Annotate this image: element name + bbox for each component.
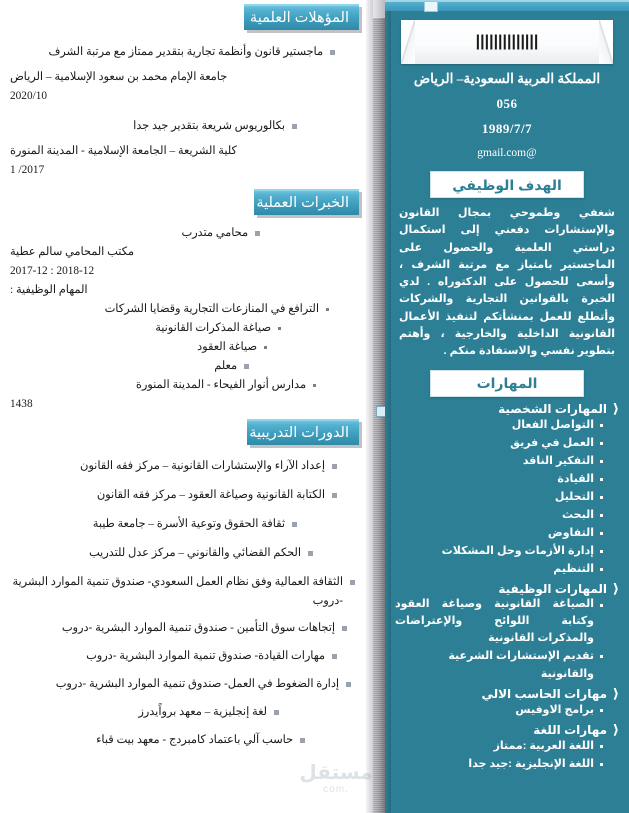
skill-label: التحليل <box>554 490 594 503</box>
skill-item <box>395 452 619 470</box>
skill-label: التفاوض <box>547 526 594 539</box>
experience-detail: مدارس أنوار الفيحاء - المدينة المنورة <box>135 379 306 391</box>
dot-bullet-icon <box>600 424 603 427</box>
skill-label: القيادة <box>557 472 594 485</box>
dot-bullet-icon <box>278 327 281 330</box>
course-item: لغة إنجليزية – معهد برواًيدرز <box>138 706 267 718</box>
skill-item <box>395 434 619 452</box>
square-bullet-icon <box>292 522 297 527</box>
list-item <box>10 486 359 505</box>
objective-text: شغفي وطموحي بمجال القانون والإستشارات دفعني إلى استكمال دراستي العلمية والحصول على الماجستير بامتياز مع مرتبة الشرف ، وأسعى للحصول على الدكتوراه . لدي الخبرة بالقوانين التجارية والشركات وأتطلع للعمل بمنشأتكم لتنفيذ الأعمال القانونية الداخلية والخارجية ، وأهتم بتطوير نفسي والاستفادة منكم . <box>399 207 615 358</box>
dot-bullet-icon <box>264 346 267 349</box>
square-bullet-icon <box>244 364 249 369</box>
course-item: إدارة الضغوط في العمل- صندوق تنمية الموارد البشرية -دروب <box>55 678 339 690</box>
contact-email: @gmail.com <box>477 147 537 159</box>
section-banner-experience <box>254 189 359 215</box>
square-bullet-icon <box>292 124 297 129</box>
skill-item <box>395 737 619 755</box>
dot-bullet-icon <box>600 532 603 535</box>
dot-bullet-icon <box>600 709 603 712</box>
list-item <box>10 515 359 534</box>
objective-title: الهدف الوظيفي <box>452 176 562 193</box>
course-item: الحكم القضائي والقانوني – مركز عدل للتدريب <box>88 547 301 559</box>
experience-duties-label: المهام الوظيفية : <box>10 284 88 296</box>
square-bullet-icon <box>342 626 347 631</box>
square-bullet-icon <box>274 710 279 715</box>
experience-dates: 2018-12 : 2017-12 <box>10 265 95 277</box>
dot-bullet-icon <box>600 745 603 748</box>
list-item <box>10 357 359 376</box>
list-item <box>10 544 359 563</box>
skill-group-label: المهارات الشخصية <box>498 401 608 416</box>
section-banner-training <box>247 419 359 445</box>
skill-item <box>395 524 619 542</box>
experience-duty: صياغة العقود <box>197 341 257 353</box>
dot-bullet-icon <box>600 442 603 445</box>
dot-bullet-icon <box>600 460 603 463</box>
name-plate <box>401 20 613 64</box>
contact-birthdate: 1989/7/7 <box>481 121 533 136</box>
skill-label: تقديم الإستشارات الشرعية والقانونية <box>448 649 594 680</box>
list-item <box>10 703 359 722</box>
list-item <box>10 224 359 243</box>
section-banner-label: الخبرات العملية <box>256 194 349 211</box>
chevron-left-icon: ⟨ <box>612 722 620 738</box>
qualification-title: بكالوريوس شريعة بتقدير جيد جدا <box>133 120 285 132</box>
square-bullet-icon <box>332 654 337 659</box>
skill-item <box>395 488 619 506</box>
skill-label: العمل في فريق <box>510 436 594 449</box>
page-edge-shadow <box>366 0 373 813</box>
list-item <box>10 376 359 395</box>
dot-bullet-icon <box>600 478 603 481</box>
skill-label: التفكير الناقد <box>522 454 594 467</box>
skills-title-box <box>430 370 584 397</box>
qualification-year: 2017/ 1 <box>10 164 45 176</box>
experience-year: 1438 <box>10 398 33 410</box>
horizontal-scrollbar-thumb[interactable] <box>424 1 438 12</box>
list-item <box>10 338 359 357</box>
dot-bullet-icon <box>326 308 329 311</box>
list-item <box>10 573 359 611</box>
qualification-year: 2020/10 <box>10 90 48 102</box>
experience-duty: صياغة المذكرات القانونية <box>155 322 271 334</box>
dot-bullet-icon <box>600 655 603 658</box>
skill-item <box>395 416 619 434</box>
contact-phone: 056 <box>496 96 518 111</box>
qualification-detail: كلية الشريعة – الجامعة الإسلامية - المدينة المنورة <box>10 145 237 157</box>
dot-bullet-icon <box>313 384 316 387</box>
skill-item <box>395 647 619 683</box>
skill-label: التواصل الفعال <box>511 418 594 431</box>
square-bullet-icon <box>332 493 337 498</box>
chevron-left-icon: ⟨ <box>612 401 620 417</box>
skill-group-heading <box>395 582 619 596</box>
skill-item <box>395 596 619 647</box>
course-item: ثقافة الحقوق وتوعية الأسرة – جامعة طيبة <box>92 518 285 530</box>
list-item <box>10 300 359 319</box>
chevron-left-icon: ⟨ <box>612 581 620 597</box>
square-bullet-icon <box>332 464 337 469</box>
contact-location: المملكة العربية السعودية– الرياض <box>413 71 601 86</box>
skill-item <box>395 701 619 719</box>
skills-title: المهارات <box>476 375 538 392</box>
experience-detail: مكتب المحامي سالم عطية <box>10 246 134 258</box>
skill-group-heading <box>395 402 619 416</box>
list-item <box>10 647 359 666</box>
skill-group-heading <box>395 687 619 701</box>
skill-group-label: مهارات اللغة <box>533 722 608 737</box>
square-bullet-icon <box>346 682 351 687</box>
ruler-corner <box>373 0 385 18</box>
list-item <box>10 43 359 62</box>
skill-label: اللغة العربية :ممتاز <box>493 739 594 752</box>
dot-bullet-icon <box>600 550 603 553</box>
square-bullet-icon <box>300 738 305 743</box>
skill-item <box>395 755 619 773</box>
skill-label: برامج الاوفيس <box>515 703 594 716</box>
square-bullet-icon <box>330 50 335 55</box>
sidebar-panel <box>385 0 629 813</box>
dot-bullet-icon <box>600 763 603 766</box>
qualification-detail: جامعة الإمام محمد بن سعود الإسلامية – الرياض <box>10 71 228 83</box>
skill-item <box>395 560 619 578</box>
skill-label: التنظيم <box>553 562 594 575</box>
skill-item <box>395 470 619 488</box>
dot-bullet-icon <box>600 496 603 499</box>
course-item: حاسب آلي باعتماد كامبردج - معهد بيت قباء <box>96 734 293 746</box>
square-bullet-icon <box>255 231 260 236</box>
course-item: الكتابة القانونية وصياغة العقود – مركز فقه القانون <box>96 489 325 501</box>
chevron-left-icon: ⟨ <box>612 686 620 702</box>
skill-item <box>395 542 619 560</box>
experience-title: معلم <box>214 360 237 372</box>
watermark-arabic: مستقل <box>299 762 373 784</box>
dot-bullet-icon <box>600 568 603 571</box>
dot-bullet-icon <box>600 604 603 607</box>
section-banner-label: المؤهلات العلمية <box>249 9 349 26</box>
course-item: الثقافة العمالية وفق نظام العمل السعودي- صندوق تنمية الموارد البشرية -دروب <box>12 576 343 607</box>
list-item <box>10 457 359 476</box>
skill-label: إدارة الأزمات وحل المشكلات <box>441 544 594 557</box>
section-banner-qualifications <box>244 4 359 30</box>
list-item <box>10 619 359 638</box>
qualification-title: ماجستير قانون وأنظمة تجارية بتقدير ممتاز مع مرتبة الشرف <box>48 46 323 58</box>
list-item <box>10 675 359 694</box>
skill-group-label: مهارات الحاسب الالي <box>481 686 608 701</box>
experience-duty: الترافع في المنازعات التجارية وقضايا الشركات <box>104 303 319 315</box>
course-item: إعداد الآراء والإستشارات القانونية – مركز فقه القانون <box>80 460 325 472</box>
experience-title: محامي متدرب <box>181 227 248 239</box>
list-item <box>10 117 359 136</box>
skill-group-label: المهارات الوظيفية <box>498 581 608 596</box>
skill-group-heading <box>395 723 619 737</box>
list-item <box>10 731 359 750</box>
watermark-latin: .com <box>323 784 349 795</box>
redacted-name: |||||||||||||| <box>475 33 539 50</box>
skill-label: البحث <box>562 508 594 521</box>
section-banner-label: الدورات التدريبية <box>249 424 349 441</box>
square-bullet-icon <box>350 580 355 585</box>
skill-item <box>395 506 619 524</box>
skill-label: الصياغة القانونية وصياغة العقود وكتابة اللوائح والإعتراضات والمذكرات القانونية <box>395 597 594 644</box>
list-item <box>10 319 359 338</box>
dot-bullet-icon <box>600 514 603 517</box>
square-bullet-icon <box>308 551 313 556</box>
skill-label: اللغة الإنجليزية :جيد جدا <box>468 757 594 770</box>
horizontal-scrollbar[interactable] <box>385 0 629 11</box>
objective-title-box <box>430 171 584 198</box>
course-item: مهارات القيادة- صندوق تنمية الموارد البشرية -دروب <box>86 650 325 662</box>
course-item: إتجاهات سوق التأمين - صندوق تنمية الموارد البشرية -دروب <box>61 622 335 634</box>
